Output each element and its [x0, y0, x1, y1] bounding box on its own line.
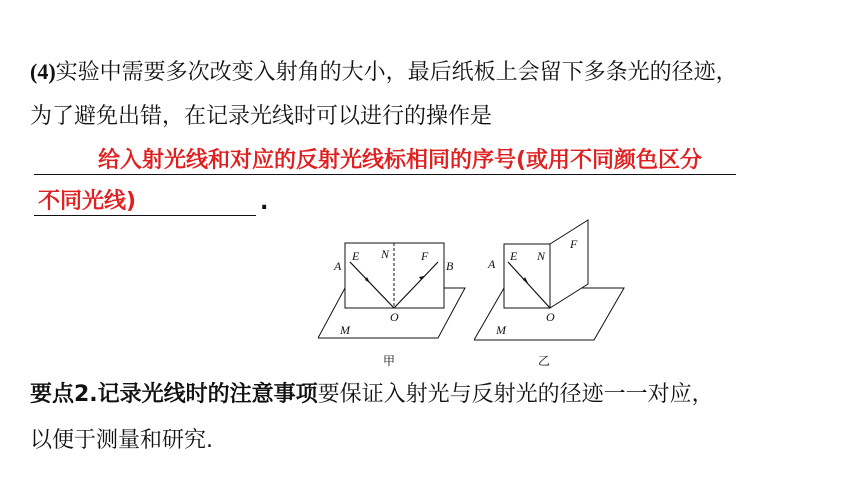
question-number: (4): [30, 59, 56, 84]
label-O: O: [546, 310, 555, 324]
label-M: M: [340, 323, 350, 337]
keypoint-title: 要点2.记录光线时的注意事项: [30, 382, 318, 407]
label-N: N: [381, 247, 390, 261]
label-E: E: [510, 249, 518, 263]
label-A: A: [488, 257, 496, 271]
question-text-1: 实验中需要多次改变入射角的大小，最后纸板上会留下多条光的径迹，: [55, 60, 738, 85]
answer-line-1: 给入射光线和对应的反射光线标相同的序号(或用不同颜色区分: [98, 148, 703, 173]
question-line-2: [30, 102, 492, 132]
label-N: N: [537, 249, 546, 263]
label-O: O: [390, 310, 399, 324]
caption-yi: 乙: [538, 354, 551, 368]
caption-jia: 甲: [383, 354, 396, 368]
label-A: A: [334, 259, 342, 273]
label-E: E: [352, 249, 360, 263]
label-F: F: [421, 249, 429, 263]
figure-jia: [318, 238, 468, 348]
label-B: B: [446, 259, 454, 273]
question-line-1: [30, 57, 738, 88]
keypoint-text: 要保证入射光与反射光的径迹一一对应，: [317, 382, 714, 407]
answer-line-2: 不同光线): [38, 189, 137, 214]
paper-board-right: [550, 220, 588, 308]
answer-period: .: [260, 190, 269, 215]
figure-yi: [474, 218, 634, 348]
keypoint-line-2: [30, 426, 213, 456]
top-bar: [0, 0, 860, 18]
keypoint-line-1: [30, 380, 714, 410]
question-text-2: 为了避免出错，在记录光线时可以进行的操作是: [30, 104, 493, 129]
label-M: M: [496, 323, 506, 337]
keypoint-text-2: 以便于测量和研究.: [30, 428, 213, 453]
label-F: F: [570, 237, 578, 251]
